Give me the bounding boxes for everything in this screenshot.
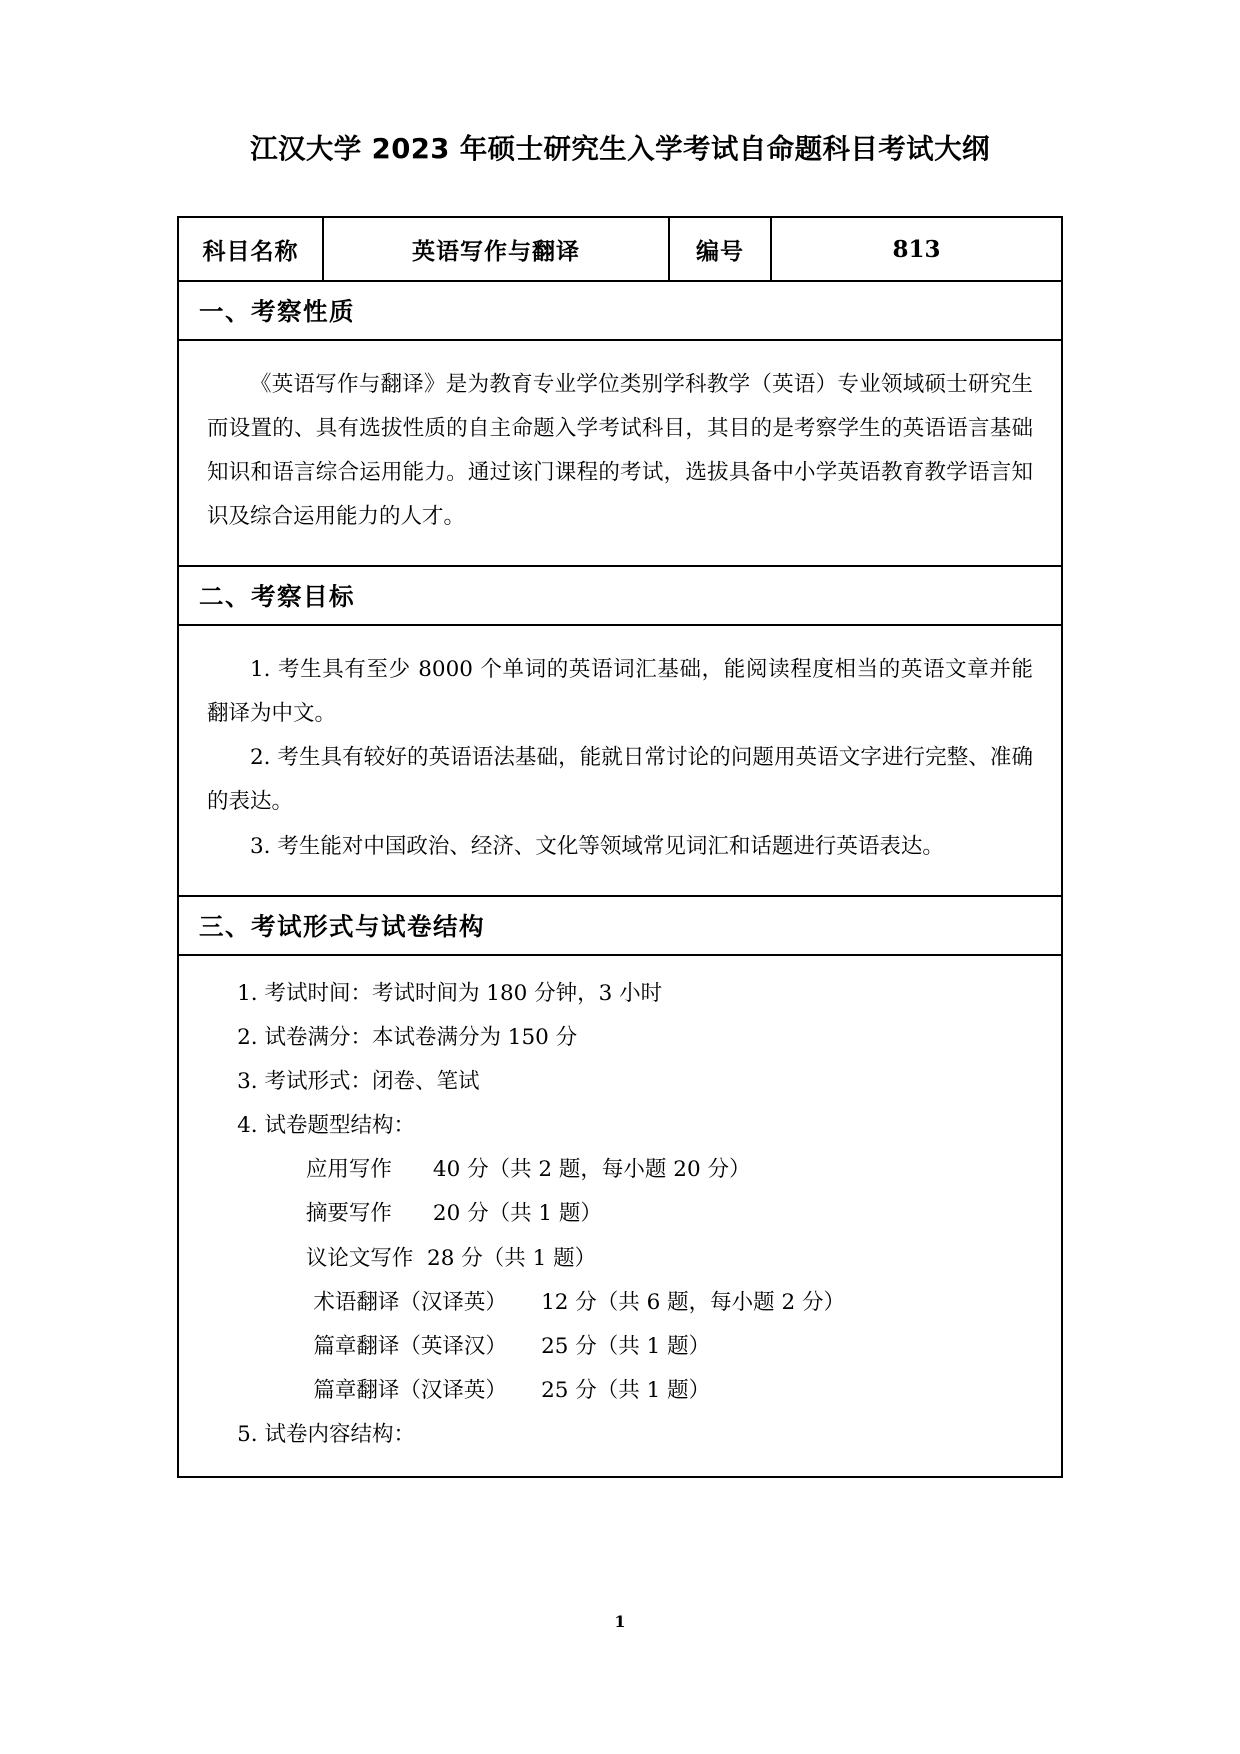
section3-heading-cell [178,896,1062,955]
code-label: 编号 [696,238,744,265]
section3-item-5: 5. 试卷内容结构： [237,1422,415,1448]
section2-item-1: 1. 考生具有至少 8000 个单词的英语词汇基础，能阅读程度相当的英语文章并能翻译为中文。 [207,657,1033,727]
section1-paragraph: 《英语写作与翻译》是为教育专业学位类别学科教学（英语）专业领域硕士研究生而设置的、具有选拔性质的自主命题入学考试科目，其目的是考察学生的英语语言基础知识和语言综合运用能力。通过该门课程的考试，选拔具备中小学英语教育教学语言知识及综合运用能力的人才。 [207,372,1033,530]
code-value: 813 [892,235,941,263]
section2-heading-cell [178,566,1062,625]
section2-heading: 二、考察目标 [199,582,355,612]
section3-subitem-2: 摘要写作 20 分（共 1 题） [305,1201,602,1227]
subject-value: 英语写作与翻译 [412,238,580,265]
section1-heading: 一、考察性质 [199,297,355,326]
table-row-section2-heading [178,566,1062,625]
table-row-section3-body [178,955,1062,1478]
code-value-cell [771,217,1062,281]
section2-item-3: 3. 考生能对中国政治、经济、文化等领域常见词汇和话题进行英语表达。 [250,833,944,859]
section3-heading: 三、考试形式与试卷结构 [199,911,485,941]
section3-subitem-1: 应用写作 40 分（共 2 题，每小题 20 分） [305,1157,751,1183]
page-number: 1 [614,1612,626,1631]
page-title: 江汉大学 2023 年硕士研究生入学考试自命题科目考试大纲 [250,133,990,165]
section3-subitem-6: 篇章翻译（汉译英） 25 分（共 1 题） [313,1378,711,1404]
section3-item-1: 1. 考试时间：考试时间为 180 分钟，3 小时 [237,980,663,1006]
subject-label: 科目名称 [202,238,299,265]
table-row-section2-body [178,625,1062,895]
code-label-cell [669,217,771,281]
table-row-subject-header [178,217,1062,281]
section2-body-cell [178,625,1062,895]
section3-subitem-4: 术语翻译（汉译英） 12 分（共 6 题，每小题 2 分） [313,1289,845,1315]
subject-label-cell [178,217,323,281]
table-row-section3-heading [178,896,1062,955]
table-row-section1-heading [178,281,1062,340]
exam-outline-table [177,216,1063,1478]
section3-item-3: 3. 考试形式：闭卷、笔试 [237,1068,480,1094]
section2-item-2: 2. 考生具有较好的英语语法基础，能就日常讨论的问题用英语文字进行完整、准确的表达。 [207,745,1033,815]
subject-value-cell [323,217,669,281]
section3-subitem-3: 议论文写作 28 分（共 1 题） [305,1245,597,1271]
section3-item-2: 2. 试卷满分：本试卷满分为 150 分 [237,1024,578,1050]
section3-item-4: 4. 试卷题型结构： [237,1113,415,1139]
table-row-section1-body [178,340,1062,566]
section3-subitem-5: 篇章翻译（英译汉） 25 分（共 1 题） [313,1333,711,1359]
section1-body-cell [178,340,1062,566]
section3-body-cell [178,955,1062,1478]
section1-heading-cell [178,281,1062,340]
